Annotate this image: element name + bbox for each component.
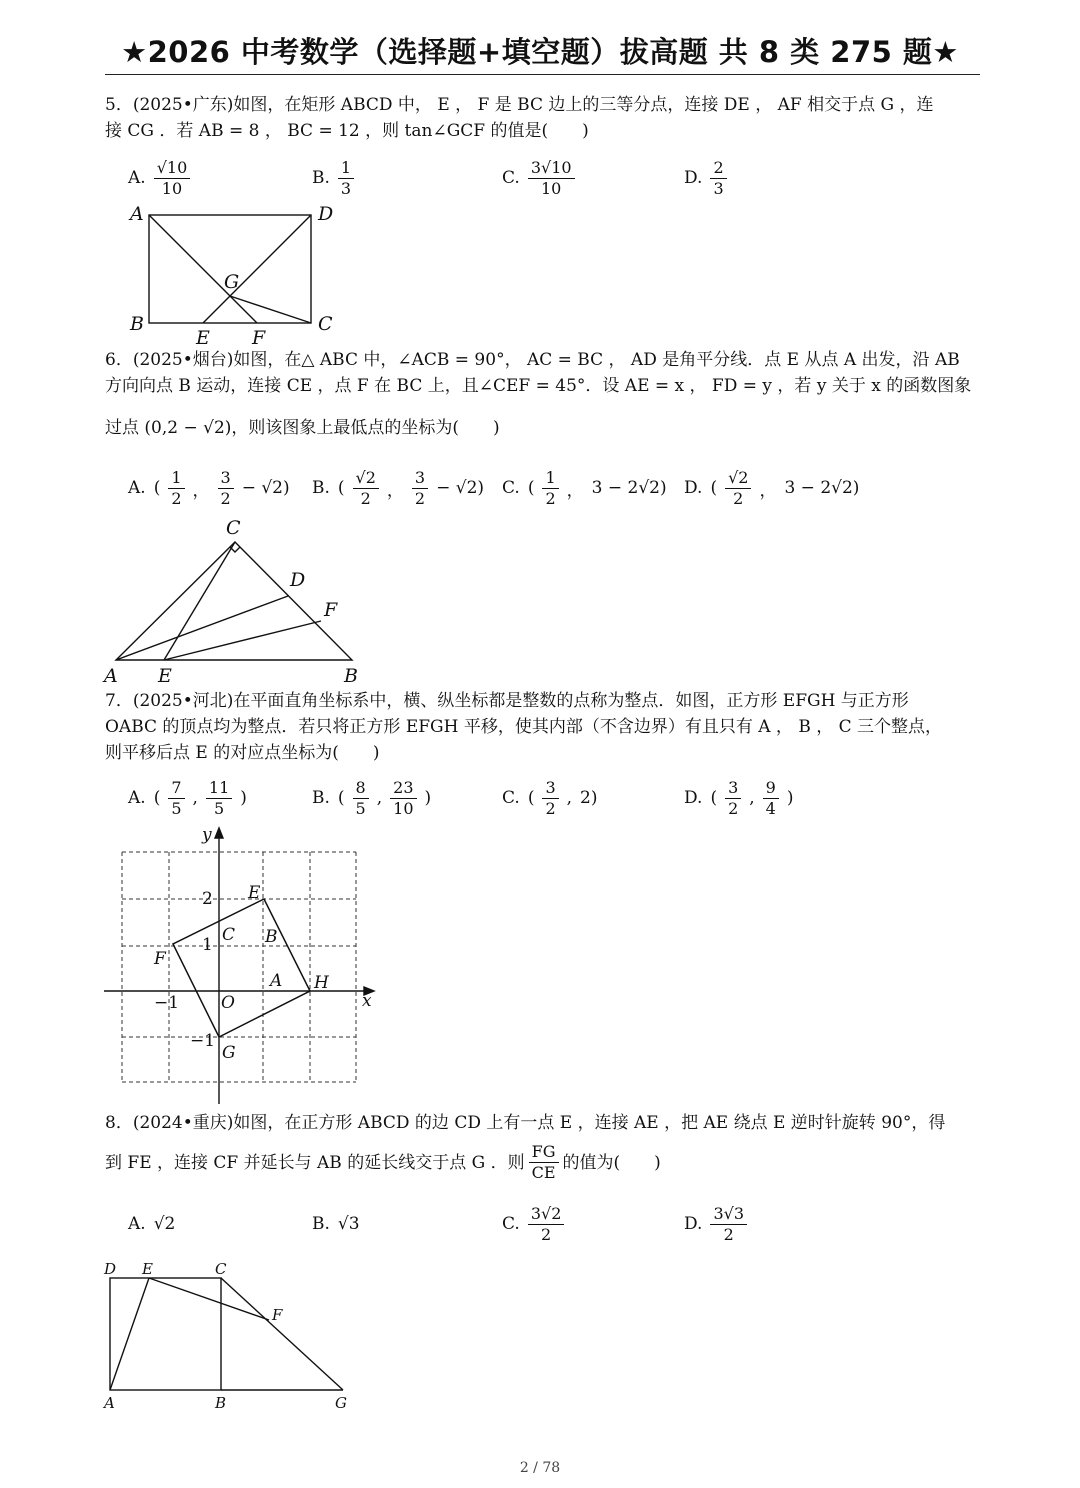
label-a: A [130,203,144,225]
label-c: C [215,1260,227,1278]
q8-number: 8． [105,1113,133,1133]
square-abcd [110,1278,221,1390]
label-b: B [215,1394,227,1412]
label-d: D [290,569,306,591]
q5-option-c[interactable]: C. $\frac{3√10}{10}$ [502,152,575,204]
label-y: y [202,825,212,845]
label-a: A [270,971,283,991]
q8-options [128,1198,988,1250]
label-f: F [324,599,338,621]
q8-line1: 如图，在正方形 ABCD 的边 CD 上有一点 E ，连接 AE ，把 AE 绕点 E 逆时针旋转 90°，得 [233,1113,946,1133]
q8-fraction: $\frac{FG}{CE}$ [529,1142,559,1183]
q6-line1: 如图，在△ ABC 中，∠ACB = 90°， AC = BC ， AD 是角平分线．点 E 从点 A 出发，沿 AB [233,350,960,370]
label-a: A [104,1394,115,1412]
label-b: B [344,665,358,687]
question-5-text [105,92,980,144]
label-e: E [196,327,210,349]
label-f: F [154,949,166,969]
q5-line1: 如图，在矩形 ABCD 中， E ， F 是 BC 边上的三等分点，连接 DE ， AF 相交于点 G ，连 [233,95,934,115]
label-c: C [318,313,333,335]
q5-option-d[interactable]: D. $\frac{2}{3}$ [684,152,727,204]
segment-de [203,215,311,323]
q7-line1: 在平面直角坐标系中，横、纵坐标都是整数的点称为整点．如图，正方形 EFGH 与正方形 [233,691,909,711]
q8-option-a[interactable]: A. √2 [128,1214,176,1234]
q7-option-d[interactable]: D. ( $\frac{3}{2}$ , $\frac{9}{4}$ ) [684,777,794,818]
label-e: E [158,665,172,687]
page-title: ★2026 中考数学（选择题+填空题）拔高题 共 8 类 275 题★ [121,35,959,69]
q8-line2b: 的值为( ) [562,1152,661,1173]
q6-option-a[interactable]: A. ( $\frac{1}{2}$ ， $\frac{3}{2}$ − √2) [128,467,290,508]
q7-line2: OABC 的顶点均为整点．若只将正方形 EFGH 平移，使其内部（不含边界）有且只有 A ， B ， C 三个整点， [105,717,943,737]
q6-option-b[interactable]: B. ( $\frac{√2}{2}$ ， $\frac{3}{2}$ − √2) [312,467,485,508]
q7-source: (2025•河北) [132,691,234,711]
label-c: C [222,925,236,945]
q5-option-a[interactable]: A. $\frac{√10}{10}$ [128,152,190,204]
q6-option-c[interactable]: C. ( $\frac{1}{2}$ ， 3 − 2√2) [502,467,667,508]
label-h: H [314,973,329,993]
label-g: G [335,1394,347,1412]
tick-y-minus1: −1 [190,1031,216,1051]
segment-ae [110,1278,149,1390]
rectangle-abcd [149,215,311,323]
label-e: E [142,1260,153,1278]
q6-line3: 过点 (0,2 − √2)，则该图象上最低点的坐标为( ) [105,418,500,438]
label-a: A [104,665,118,687]
q6-source: (2025•烟台) [132,350,234,370]
tick-y-2: 2 [202,889,213,909]
segment-af [149,215,257,323]
label-d: D [104,1260,117,1278]
label-x: x [362,991,372,1011]
segment-cg [221,1278,343,1390]
label-o: O [221,993,235,1013]
q8-source: (2024•重庆) [132,1113,234,1133]
label-b: B [265,927,278,947]
q5-options [128,152,988,204]
header-rule [105,74,980,75]
q7-coordinate-figure [98,822,388,1107]
segment-gc [230,296,311,323]
segment-ef [149,1278,269,1320]
tick-y-1: 1 [202,935,213,955]
y-axis-arrow [215,828,223,838]
q7-line3: 则平移后点 E 的对应点坐标为( ) [105,743,380,763]
label-f: F [252,327,266,349]
q7-option-a[interactable]: A. ( $\frac{7}{5}$ , $\frac{11}{5}$ ) [128,777,247,818]
q6-number: 6． [105,350,133,370]
label-d: D [318,203,334,225]
label-e: E [248,883,261,903]
q7-options [128,772,988,824]
question-7-text [105,688,980,766]
label-f: F [272,1306,283,1324]
q5-option-b[interactable]: B. $\frac{1}{3}$ [312,152,354,204]
q7-option-c[interactable]: C. ( $\frac{3}{2}$ , 2) [502,777,598,818]
q5-source: (2025•广东) [132,95,234,115]
label-b: B [130,313,144,335]
tick-x-minus1: −1 [154,993,180,1013]
q6-line2: 方向向点 B 运动，连接 CE ，点 F 在 BC 上，且∠CEF = 45°．设 AE = x ， FD = y ，若 y 关于 x 的函数图象 [105,376,972,396]
page-number: 2 / 78 [519,1460,561,1476]
label-c: C [226,517,241,539]
q6-options [128,462,988,514]
label-g: G [222,1043,236,1063]
square-efgh [173,899,310,1037]
q8-option-c[interactable]: C. $\frac{3√2}{2}$ [502,1198,564,1250]
q5-rectangle-figure [118,200,348,350]
q8-line2a: 到 FE ，连接 CF 并延长与 AB 的延长线交于点 G ．则 [105,1152,525,1173]
label-g: G [224,271,240,293]
q6-option-d[interactable]: D. ( $\frac{√2}{2}$ ， 3 − 2√2) [684,467,860,508]
q5-line2: 接 CG ．若 AB = 8 ， BC = 12 ，则 tan∠GCF 的值是( ) [105,121,589,141]
q8-option-b[interactable]: B. √3 [312,1214,360,1234]
q7-number: 7． [105,691,133,711]
question-8-text [105,1110,980,1183]
segment-ef [164,621,321,660]
q6-triangle-figure [98,512,388,690]
q5-number: 5． [105,95,133,115]
q7-option-b[interactable]: B. ( $\frac{8}{5}$ , $\frac{23}{10}$ ) [312,777,432,818]
q8-option-d[interactable]: D. $\frac{3√3}{2}$ [684,1198,747,1250]
question-6-text [105,347,980,441]
q8-square-figure [98,1258,368,1418]
